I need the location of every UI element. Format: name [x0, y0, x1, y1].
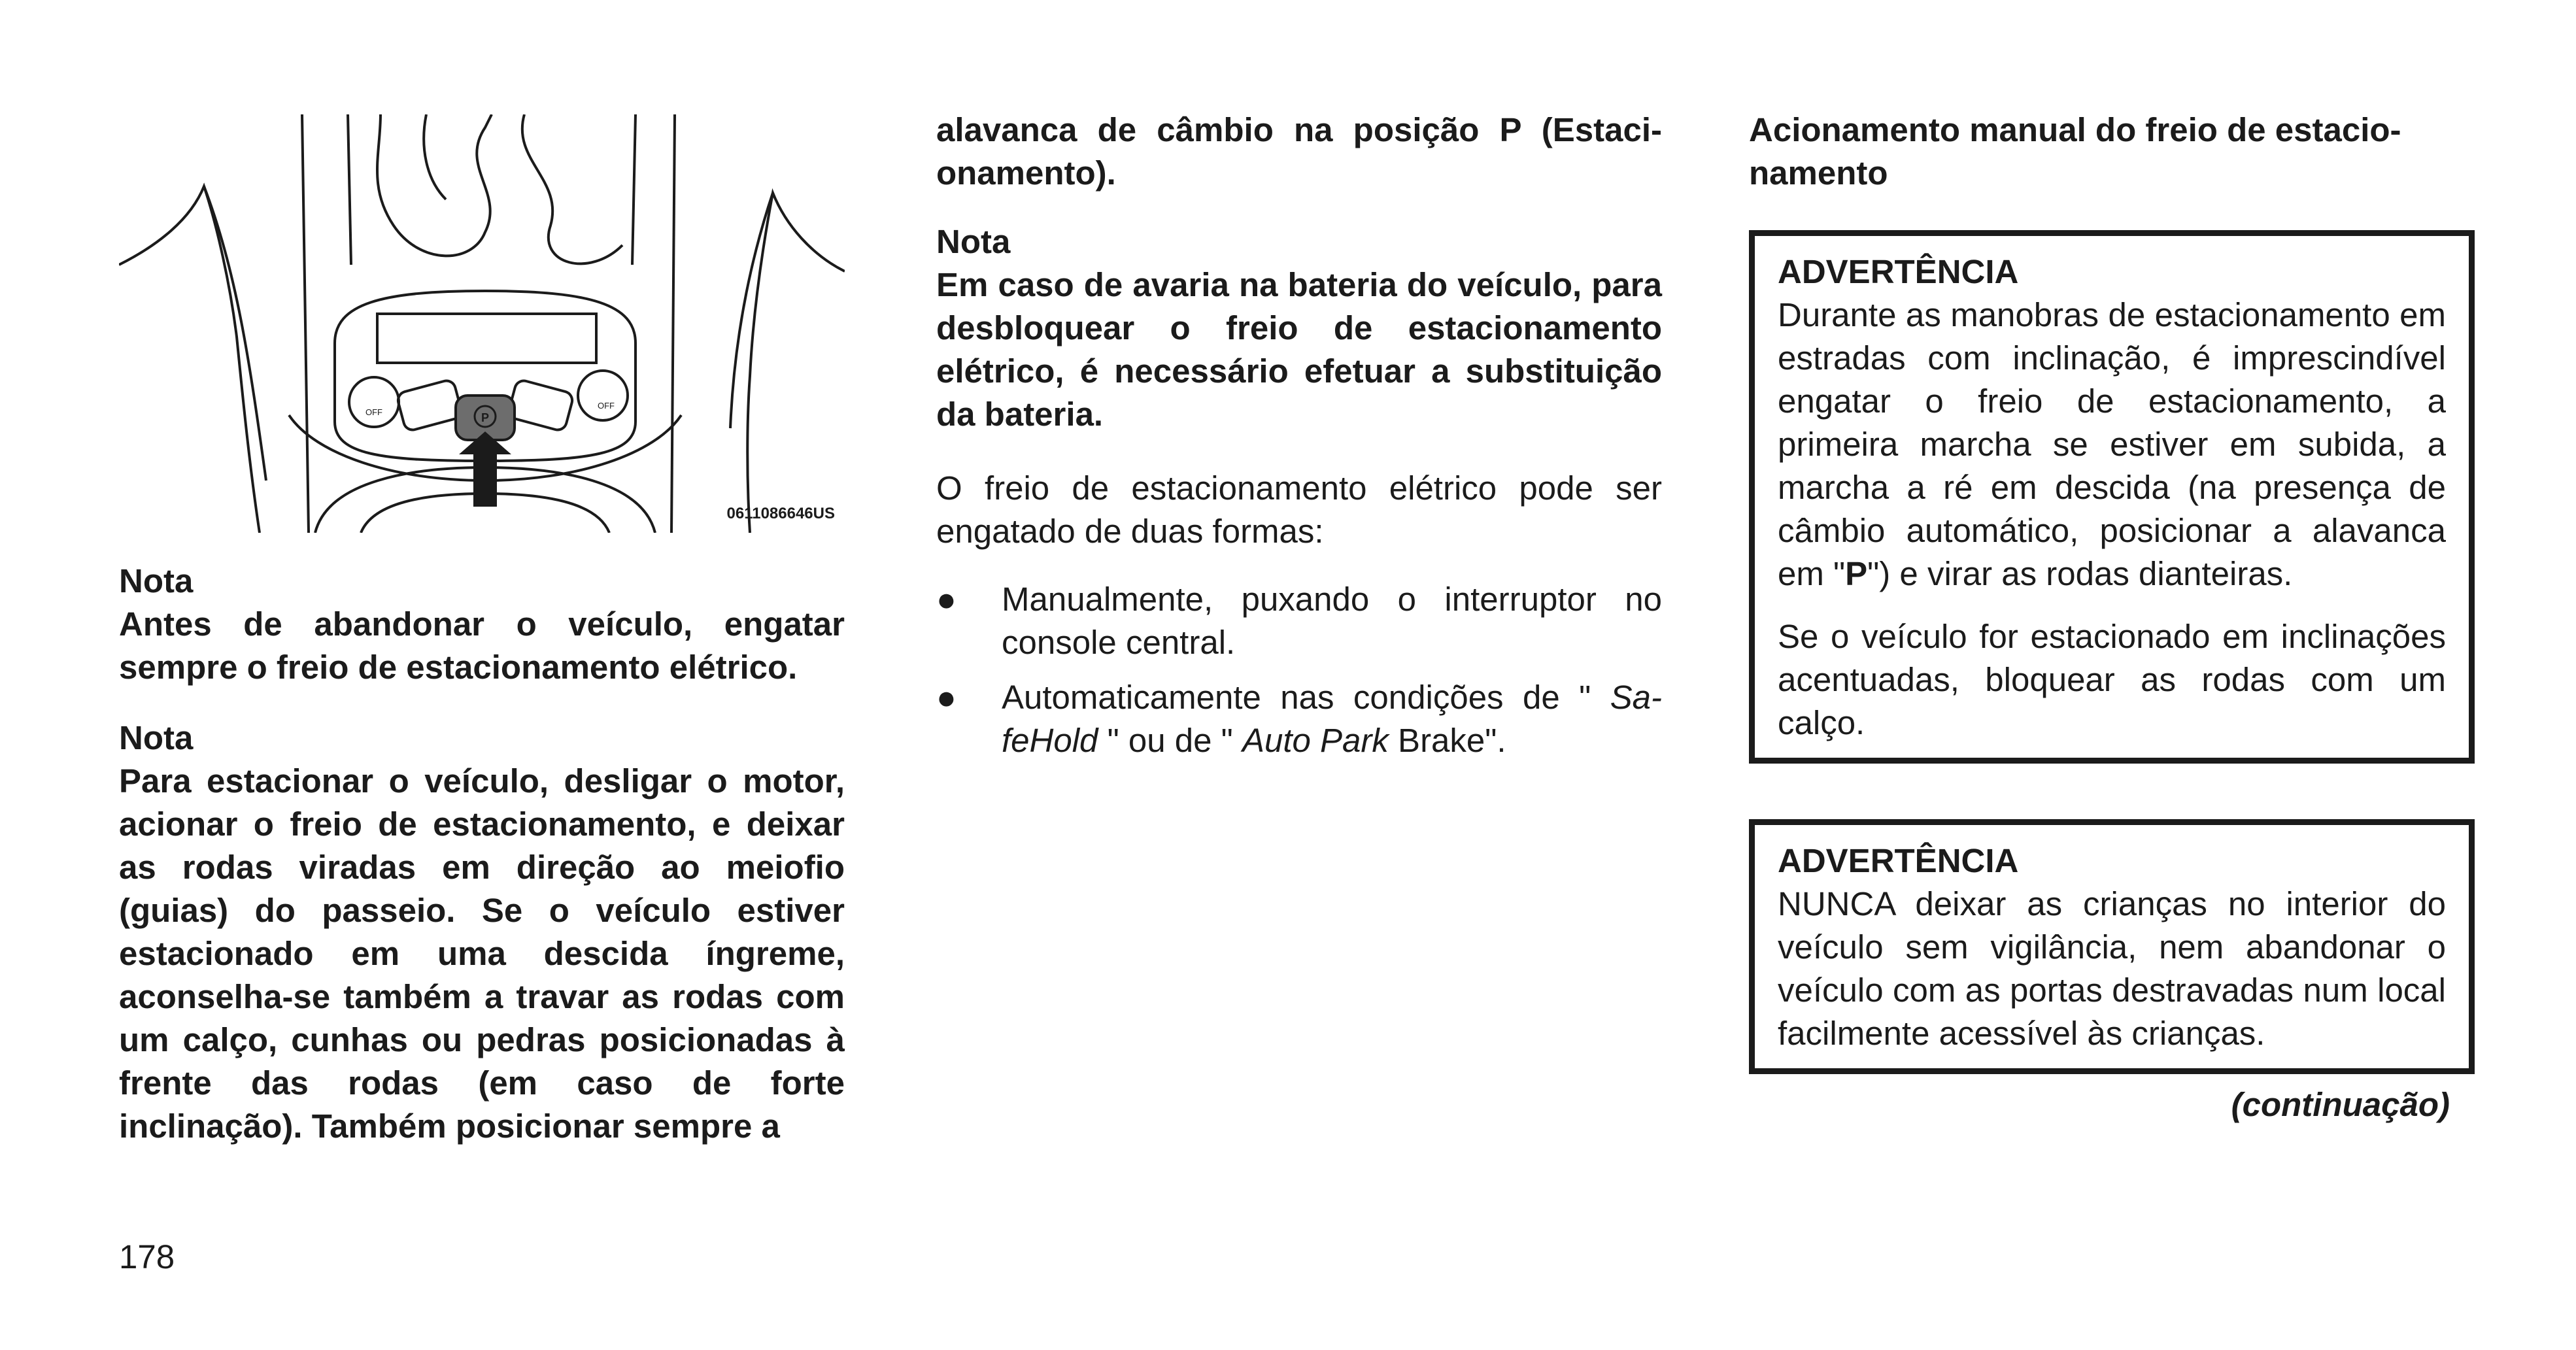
- note1-title: Nota: [119, 562, 194, 599]
- console-drawing: [119, 114, 845, 533]
- note-title: Nota: [936, 223, 1011, 260]
- warning-text-pre: Durante as manobras de estacionamento em estradas com inclinação, é imprescindível engatar o freio de estacionamento, a primeira marcha se estiver em subida, a marcha a ré em descida (na presença de câmbio automático, posicionar a alavanca em ": [1778, 296, 2446, 592]
- park-brake-label: P: [481, 411, 490, 424]
- arrow-up-icon: [459, 431, 511, 507]
- bullet-text-mid: " ou de ": [1098, 722, 1242, 759]
- term-auto-park: Auto Park: [1242, 722, 1389, 759]
- note2-title: Nota: [119, 719, 194, 756]
- bullet-text-post: Brake".: [1388, 722, 1506, 759]
- warning-text: NUNCA deixar as crianças no interior do veículo sem vigilância, nem abandonar o veículo com as portas destravadas num local facilmente acessível às crianças.: [1778, 885, 2446, 1052]
- continued-text: alavanca de câmbio na posição P (Estacionamento).: [936, 111, 1662, 192]
- left-button-label: OFF: [365, 407, 382, 417]
- warning-box: [1749, 230, 2475, 764]
- warning-text-2: Se o veículo for estacionado em inclinações acentuadas, bloquear as rodas com um calço.: [1778, 618, 2446, 741]
- warning-title: ADVERTÊNCIA: [1778, 842, 2019, 879]
- page-number: 178: [119, 1238, 175, 1275]
- list-item: [936, 676, 1662, 762]
- list-item: [936, 578, 1662, 664]
- console-illustration: [119, 114, 845, 533]
- term-safehold: SafeHold: [1002, 679, 1662, 759]
- right-button-label: OFF: [598, 401, 615, 411]
- note1-text: Antes de abandonar o veículo, engatar sempre o freio de estacionamento elétrico.: [119, 605, 845, 686]
- section-heading: Acionamento manual do freio de estacionamento: [1749, 111, 2401, 192]
- intro-paragraph: O freio de estacionamento elétrico pode ser engatado de duas formas:: [936, 469, 1662, 550]
- bullet-icon: ●: [936, 679, 957, 716]
- continuation-label: (continuação): [2231, 1086, 2450, 1123]
- bullet-text-pre: Automaticamente nas condições de ": [1002, 679, 1610, 716]
- gear-p-label: P: [1845, 555, 1868, 592]
- warning-title: ADVERTÊNCIA: [1778, 253, 2019, 290]
- figure-code: 0611086646US: [726, 505, 835, 522]
- warning-box: [1749, 819, 2475, 1074]
- bullet-icon: ●: [936, 581, 957, 618]
- warning-text-post: ") e virar as rodas dianteiras.: [1867, 555, 2293, 592]
- bullet-text: Manualmente, puxando o interruptor no console central.: [1002, 581, 1662, 661]
- note-text: Em caso de avaria na bateria do veículo, para desbloquear o freio de estacionamento elétrico, é necessário efetuar a substituição da bateria.: [936, 266, 1662, 433]
- note2-text: Para estacionar o veículo, desligar o motor, acionar o freio de estacionamento, e deixar as rodas viradas em direção ao meiofio (guias) do passeio. Se o veículo estiver estacionado em uma descida íngreme, aconselha-se também a travar as rodas com um calço, cunhas ou pedras posicionadas à frente das rodas (em caso de forte inclinação). Também posicionar sempre a: [119, 762, 845, 1145]
- warning-text: [1778, 294, 2446, 596]
- bullet-list: [936, 578, 1662, 774]
